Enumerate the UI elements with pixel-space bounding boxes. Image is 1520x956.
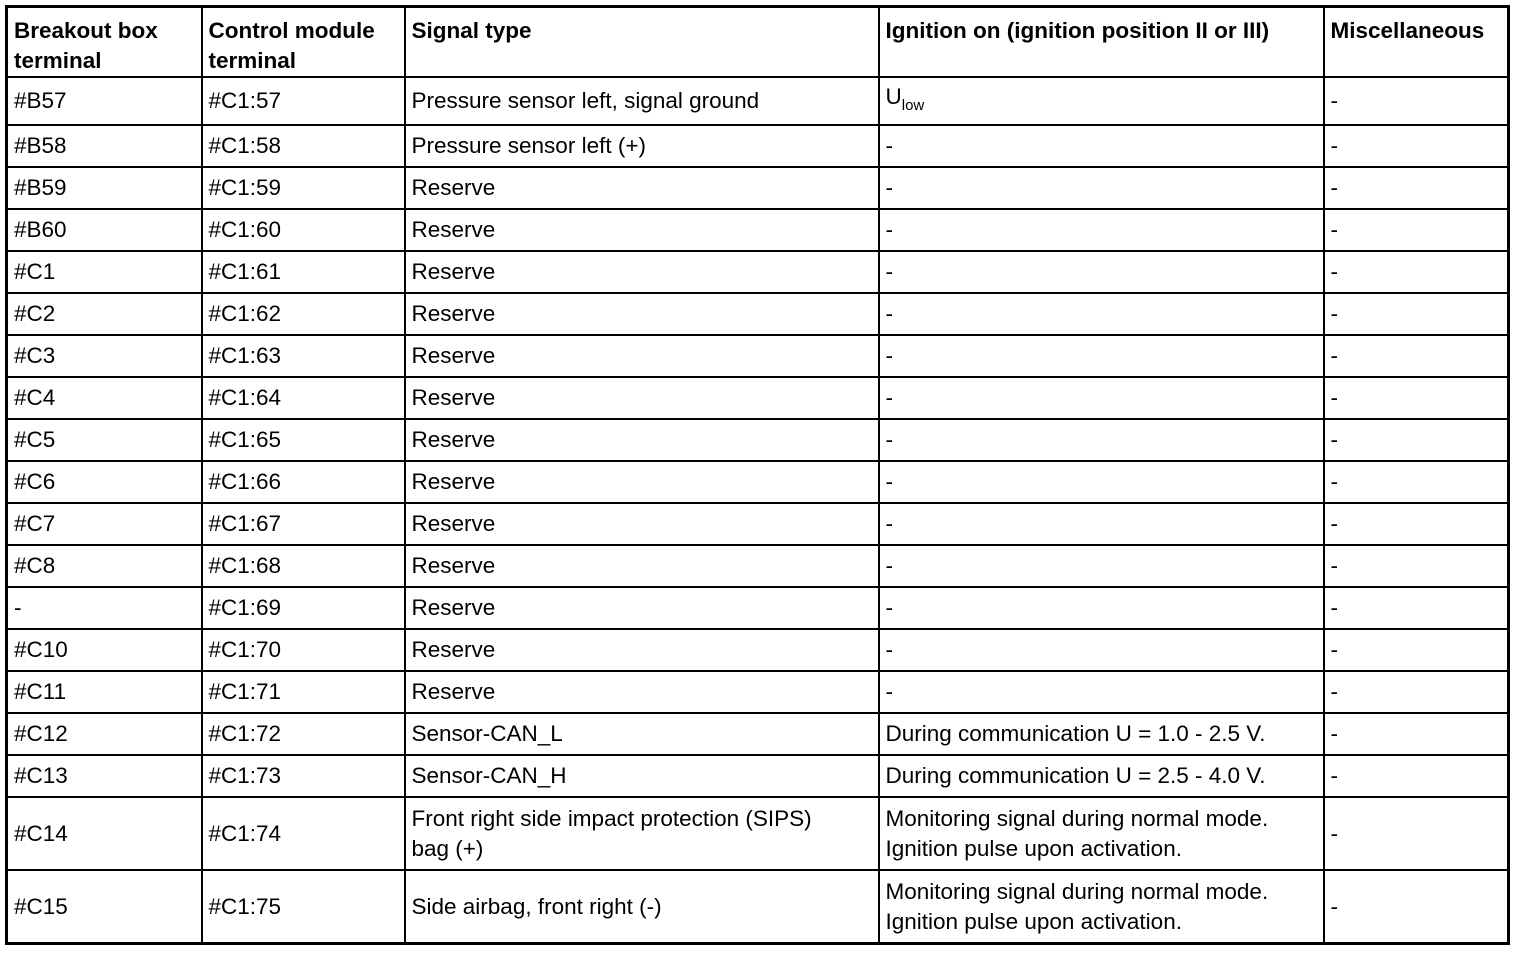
table-row: [7, 461, 1509, 503]
misc-cell: -: [1324, 251, 1509, 293]
control-cell: #C1:59: [202, 167, 405, 209]
breakout-cell: #C15: [7, 870, 202, 944]
breakout-cell: #C1: [7, 251, 202, 293]
control-cell: #C1:60: [202, 209, 405, 251]
ignition-cell: During communication U = 2.5 - 4.0 V.: [879, 755, 1324, 797]
table-row: [7, 713, 1509, 755]
ignition-subscript: low: [901, 96, 925, 114]
signal-cell: Reserve: [405, 167, 879, 209]
breakout-cell: #C5: [7, 419, 202, 461]
breakout-cell: #C13: [7, 755, 202, 797]
signal-cell: Reserve: [405, 419, 879, 461]
ignition-cell: -: [879, 293, 1324, 335]
table-row: [7, 587, 1509, 629]
control-cell: #C1:63: [202, 335, 405, 377]
signal-cell: Sensor-CAN_H: [405, 755, 879, 797]
breakout-cell: #C14: [7, 797, 202, 870]
signal-cell: Pressure sensor left (+): [405, 125, 879, 167]
signal-cell: Reserve: [405, 251, 879, 293]
ignition-cell: -: [879, 167, 1324, 209]
table-row: [7, 870, 1509, 944]
breakout-cell: #C7: [7, 503, 202, 545]
breakout-cell: #B57: [7, 77, 202, 125]
control-cell: #C1:74: [202, 797, 405, 870]
ignition-cell: [879, 77, 1324, 125]
table-row: [7, 503, 1509, 545]
header-breakout-terminal: Breakout box terminal: [7, 7, 202, 78]
breakout-cell: #B60: [7, 209, 202, 251]
ignition-cell: [879, 870, 1324, 944]
misc-cell: -: [1324, 461, 1509, 503]
breakout-cell: #C4: [7, 377, 202, 419]
misc-cell: -: [1324, 713, 1509, 755]
misc-cell: -: [1324, 503, 1509, 545]
breakout-cell: #C3: [7, 335, 202, 377]
table-row: [7, 335, 1509, 377]
ignition-cell: -: [879, 419, 1324, 461]
ignition-cell: -: [879, 209, 1324, 251]
ignition-cell: -: [879, 377, 1324, 419]
ignition-cell: -: [879, 545, 1324, 587]
ignition-cell: -: [879, 461, 1324, 503]
table-row: [7, 377, 1509, 419]
control-cell: #C1:72: [202, 713, 405, 755]
misc-cell: -: [1324, 629, 1509, 671]
misc-cell: -: [1324, 167, 1509, 209]
table-row: [7, 251, 1509, 293]
signal-cell: Reserve: [405, 377, 879, 419]
table-row: [7, 167, 1509, 209]
ignition-cell: -: [879, 671, 1324, 713]
signal-cell: Sensor-CAN_L: [405, 713, 879, 755]
signal-cell: Reserve: [405, 587, 879, 629]
breakout-cell: #C2: [7, 293, 202, 335]
signal-line: Front right side impact protection (SIPS): [411, 805, 812, 831]
misc-cell: -: [1324, 671, 1509, 713]
signal-cell: Pressure sensor left, signal ground: [405, 77, 879, 125]
table-row: [7, 125, 1509, 167]
control-cell: #C1:58: [202, 125, 405, 167]
table-row: [7, 545, 1509, 587]
breakout-cell: #B59: [7, 167, 202, 209]
ignition-cell: [879, 797, 1324, 870]
ignition-line: Monitoring signal during normal mode.: [885, 805, 1269, 831]
misc-cell: -: [1324, 587, 1509, 629]
header-signal-type: Signal type: [405, 7, 879, 78]
control-cell: #C1:73: [202, 755, 405, 797]
control-cell: #C1:70: [202, 629, 405, 671]
signal-cell: [405, 797, 879, 870]
misc-cell: -: [1324, 545, 1509, 587]
breakout-cell: #C6: [7, 461, 202, 503]
breakout-cell: -: [7, 587, 202, 629]
table-row: [7, 77, 1509, 125]
control-cell: #C1:71: [202, 671, 405, 713]
ignition-cell: -: [879, 503, 1324, 545]
control-cell: #C1:67: [202, 503, 405, 545]
ignition-cell: -: [879, 251, 1324, 293]
header-row: [7, 7, 1509, 78]
control-cell: #C1:69: [202, 587, 405, 629]
table-row: [7, 755, 1509, 797]
table-row: [7, 629, 1509, 671]
breakout-cell: #B58: [7, 125, 202, 167]
misc-cell: -: [1324, 755, 1509, 797]
control-cell: #C1:64: [202, 377, 405, 419]
table-row: [7, 209, 1509, 251]
ignition-main: U: [885, 83, 902, 109]
breakout-cell: #C12: [7, 713, 202, 755]
signal-cell: Reserve: [405, 503, 879, 545]
breakout-cell: #C8: [7, 545, 202, 587]
header-ignition-on: Ignition on (ignition position II or III): [879, 7, 1324, 78]
ignition-line: Ignition pulse upon activation.: [885, 835, 1182, 861]
control-cell: #C1:57: [202, 77, 405, 125]
misc-cell: -: [1324, 209, 1509, 251]
ignition-cell: -: [879, 125, 1324, 167]
control-cell: #C1:65: [202, 419, 405, 461]
ignition-line: Ignition pulse upon activation.: [885, 908, 1182, 934]
ignition-line: Monitoring signal during normal mode.: [885, 878, 1269, 904]
signal-cell: Reserve: [405, 629, 879, 671]
signal-cell: Reserve: [405, 545, 879, 587]
control-cell: #C1:68: [202, 545, 405, 587]
signal-cell: Reserve: [405, 671, 879, 713]
misc-cell: -: [1324, 335, 1509, 377]
table-row: [7, 671, 1509, 713]
signal-cell: Reserve: [405, 293, 879, 335]
ignition-cell: -: [879, 629, 1324, 671]
table-row: [7, 293, 1509, 335]
control-cell: #C1:62: [202, 293, 405, 335]
control-cell: #C1:61: [202, 251, 405, 293]
breakout-cell: #C10: [7, 629, 202, 671]
ignition-cell: -: [879, 587, 1324, 629]
misc-cell: -: [1324, 77, 1509, 125]
control-cell: #C1:66: [202, 461, 405, 503]
misc-cell: -: [1324, 797, 1509, 870]
header-control-module-terminal: Control module terminal: [202, 7, 405, 78]
ignition-cell: During communication U = 1.0 - 2.5 V.: [879, 713, 1324, 755]
signal-cell: Reserve: [405, 461, 879, 503]
header-miscellaneous: Miscellaneous: [1324, 7, 1509, 78]
table-row: [7, 419, 1509, 461]
misc-cell: -: [1324, 293, 1509, 335]
misc-cell: -: [1324, 419, 1509, 461]
ignition-cell: -: [879, 335, 1324, 377]
table-row: [7, 797, 1509, 870]
control-cell: #C1:75: [202, 870, 405, 944]
misc-cell: -: [1324, 870, 1509, 944]
signal-line: bag (+): [411, 835, 484, 861]
signal-cell: Side airbag, front right (-): [405, 870, 879, 944]
misc-cell: -: [1324, 125, 1509, 167]
signal-cell: Reserve: [405, 209, 879, 251]
signal-cell: Reserve: [405, 335, 879, 377]
misc-cell: -: [1324, 377, 1509, 419]
breakout-cell: #C11: [7, 671, 202, 713]
terminal-table: [5, 5, 1510, 945]
